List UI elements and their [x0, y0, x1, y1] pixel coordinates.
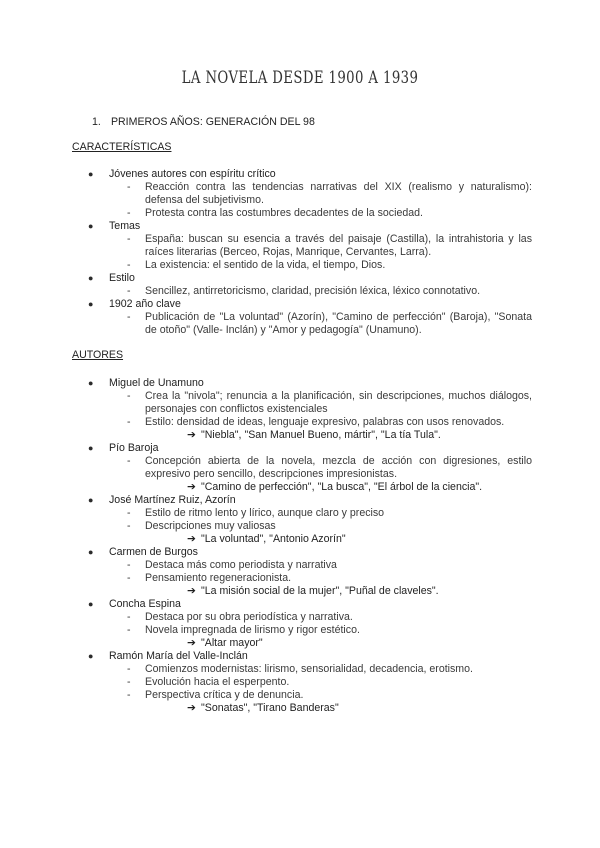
sub-item-text: Estilo de ritmo lento y lírico, aunque claro y preciso [145, 507, 385, 519]
section-number: 1. [92, 116, 101, 128]
item-label: Estilo [109, 272, 135, 284]
arrow-right-icon: ➔ [187, 429, 196, 441]
sub-item-text: Destaca más como periodista y narrativa [145, 559, 337, 571]
works-line [109, 585, 532, 598]
dash-icon: - [127, 559, 131, 571]
arrow-right-icon: ➔ [187, 533, 196, 545]
sub-item [109, 233, 532, 259]
bullet-icon: ● [88, 169, 94, 179]
sub-item [109, 559, 532, 572]
dash-icon: - [127, 689, 131, 701]
sub-item [109, 572, 532, 585]
dash-icon: - [127, 572, 131, 584]
bullet-icon: ● [88, 299, 94, 309]
list-item [72, 272, 532, 298]
sub-item [109, 455, 532, 481]
item-label: José Martínez Ruiz, Azorín [109, 494, 236, 506]
sub-item-text: Novela impregnada de lirismo y rigor estético. [145, 624, 360, 636]
dash-icon: - [127, 207, 131, 219]
list-item [72, 220, 532, 272]
sub-item-text: Comienzos modernistas: lirismo, sensorialidad, decadencia, erotismo. [145, 663, 473, 675]
sub-item-text: Estilo: densidad de ideas, lenguaje expresivo, palabras con usos renovados. [145, 416, 505, 428]
arrow-right-icon: ➔ [187, 702, 196, 714]
sub-item-text: Protesta contra las costumbres decadentes de la sociedad. [145, 207, 423, 219]
works-line [109, 429, 532, 442]
item-label: Temas [109, 220, 141, 232]
sub-item [109, 416, 532, 429]
works-text: "Niebla", "San Manuel Bueno, mártir", "La tía Tula". [201, 429, 441, 441]
list-item [72, 546, 532, 598]
sub-item-text: Perspectiva crítica y de denuncia. [145, 689, 304, 701]
bullet-icon: ● [88, 599, 94, 609]
bullet-icon: ● [88, 547, 94, 557]
works-line [109, 702, 532, 715]
sub-item [109, 689, 532, 702]
sub-item [109, 611, 532, 624]
list-item [72, 298, 532, 337]
sub-item [109, 507, 532, 520]
sub-item-text: Crea la "nivola"; renuncia a la planificación, sin descripciones, muchos diálogos, personajes con conflictos existenciales [145, 390, 532, 415]
works-line [109, 533, 532, 546]
works-text: "Sonatas", "Tirano Banderas" [201, 702, 339, 714]
caracteristicas-heading: CARACTERÍSTICAS [72, 141, 172, 153]
bullet-icon: ● [88, 651, 94, 661]
list-item [72, 377, 532, 442]
dash-icon: - [127, 181, 131, 193]
sub-item [109, 285, 532, 298]
bullet-icon: ● [88, 443, 94, 453]
item-label: 1902 año clave [109, 298, 181, 310]
item-label: Concha Espina [109, 598, 181, 610]
sub-item-text: Pensamiento regeneracionista. [145, 572, 292, 584]
dash-icon: - [127, 390, 131, 402]
list-item [72, 650, 532, 715]
sub-item-text: Descripciones muy valiosas [145, 520, 276, 532]
dash-icon: - [127, 311, 131, 323]
sub-item [109, 624, 532, 637]
sub-item [109, 311, 532, 337]
item-label: Ramón María del Valle-Inclán [109, 650, 248, 662]
sub-item-text: Sencillez, antirretoricismo, claridad, precisión léxica, léxico connotativo. [145, 285, 481, 297]
sub-item [109, 520, 532, 533]
sub-item-text: Evolución hacia el esperpento. [145, 676, 290, 688]
list-item [72, 598, 532, 650]
autores-heading: AUTORES [72, 349, 124, 361]
arrow-right-icon: ➔ [187, 637, 196, 649]
item-label: Carmen de Burgos [109, 546, 198, 558]
dash-icon: - [127, 611, 131, 623]
dash-icon: - [127, 455, 131, 467]
sub-item-text: Destaca por su obra periodística y narrativa. [145, 611, 353, 623]
sub-item [109, 676, 532, 689]
sub-item-text: España: buscan su esencia a través del paisaje (Castilla), la intrahistoria y las raíces literarias (Berceo, Rojas, Manrique, Cervantes, Larra). [145, 233, 532, 258]
works-text: "Altar mayor" [201, 637, 263, 649]
dash-icon: - [127, 624, 131, 636]
sub-item-text: Concepción abierta de la novela, mezcla de acción con digresiones, estilo expresivo pero sencillo, descripciones impresionistas. [145, 455, 532, 480]
sub-item-text: Reacción contra las tendencias narrativas del XIX (realismo y naturalismo): defensa del subjetivismo. [145, 181, 532, 206]
dash-icon: - [127, 520, 131, 532]
dash-icon: - [127, 416, 131, 428]
works-line [109, 637, 532, 650]
item-label: Pío Baroja [109, 442, 159, 454]
dash-icon: - [127, 663, 131, 675]
list-item [72, 168, 532, 220]
works-line [109, 481, 532, 494]
section-title: PRIMEROS AÑOS: GENERACIÓN DEL 98 [110, 116, 315, 128]
dash-icon: - [127, 285, 131, 297]
caracteristicas-list [72, 168, 532, 337]
works-text: "La voluntad", "Antonio Azorín" [201, 533, 346, 545]
document-title: LA NOVELA DESDE 1900 A 1939 [181, 68, 419, 88]
bullet-icon: ● [88, 495, 94, 505]
works-text: "Camino de perfección", "La busca", "El árbol de la ciencia". [201, 481, 483, 493]
arrow-right-icon: ➔ [187, 585, 196, 597]
sub-item [109, 181, 532, 207]
bullet-icon: ● [88, 221, 94, 231]
sub-item-text: Publicación de "La voluntad" (Azorín), "Camino de perfección" (Baroja), "Sonata de otoño" (Valle- Inclán) y "Amor y pedagogía" (Unamuno). [145, 311, 532, 336]
sub-item [109, 259, 532, 272]
autores-list [72, 377, 532, 715]
dash-icon: - [127, 676, 131, 688]
list-item [72, 442, 532, 494]
item-label: Jóvenes autores con espíritu crítico [109, 168, 276, 180]
list-item [72, 494, 532, 546]
dash-icon: - [127, 259, 131, 271]
item-label: Miguel de Unamuno [109, 377, 204, 389]
sub-item [109, 390, 532, 416]
arrow-right-icon: ➔ [187, 481, 196, 493]
sub-item-text: La existencia: el sentido de la vida, el tiempo, Dios. [145, 259, 386, 271]
sub-item [109, 207, 532, 220]
bullet-icon: ● [88, 378, 94, 388]
dash-icon: - [127, 507, 131, 519]
sub-item [109, 663, 532, 676]
works-text: "La misión social de la mujer", "Puñal de claveles". [201, 585, 439, 597]
section-heading [92, 116, 315, 129]
dash-icon: - [127, 233, 131, 245]
bullet-icon: ● [88, 273, 94, 283]
